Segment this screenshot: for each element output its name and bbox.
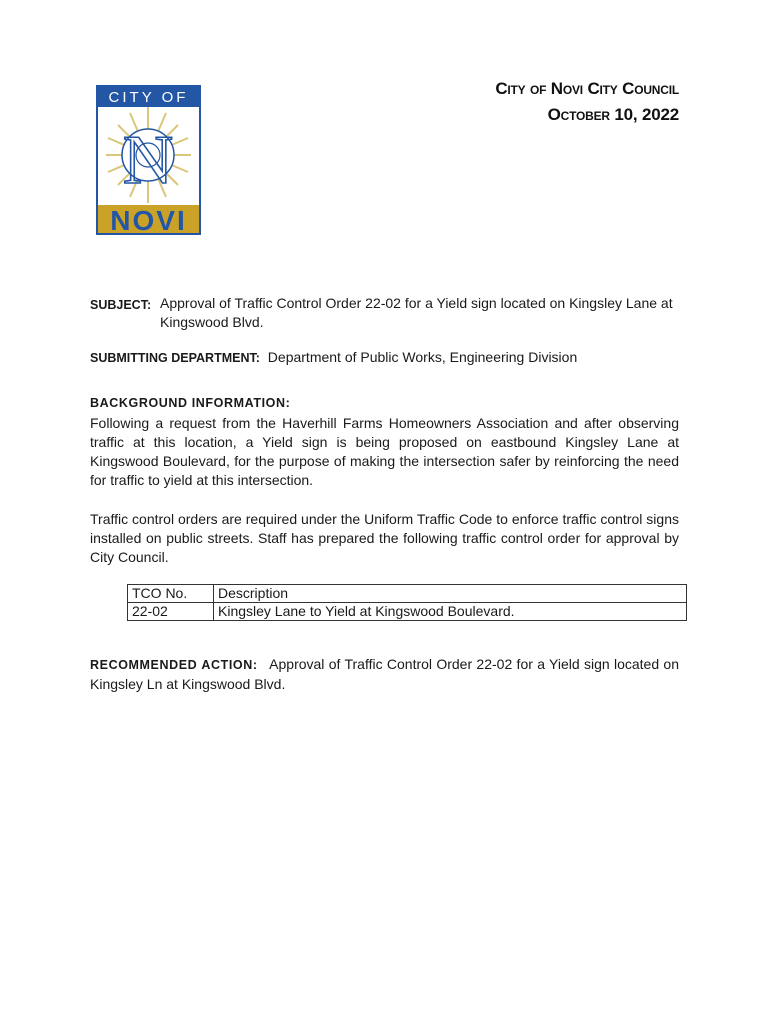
background-paragraph-2: Traffic control orders are required under the Uniform Traffic Code to enforce traffic control signs installed on public streets. Staff has prepared the following traffic control order for approval by City Council. bbox=[90, 511, 679, 565]
logo-monogram: N bbox=[122, 122, 174, 199]
background-paragraph-1: Following a request from the Haverhill Farms Homeowners Association and after observing traffic at this location, a Yield sign is being proposed on eastbound Kingsley Lane at Kingswood Boulevard, for the purpose of making the intersection safer by reinforcing the need for traffic to yield at this intersection. bbox=[90, 415, 679, 488]
recommended-action-label: RECOMMENDED ACTION: bbox=[90, 658, 258, 672]
recommended-action-section bbox=[90, 655, 679, 694]
subject-section bbox=[90, 294, 710, 332]
table-cell-tco-no: 22-02 bbox=[128, 603, 214, 621]
header-date: October 10, 2022 bbox=[547, 105, 679, 124]
logo-top-text: CITY OF bbox=[108, 89, 189, 106]
department-section bbox=[90, 348, 710, 368]
recommended-action-text: Approval of Traffic Control Order 22-02 for a Yield sign located on Kingsley Ln at Kingswood Blvd. bbox=[90, 656, 679, 692]
department-label: SUBMITTING DEPARTMENT: bbox=[90, 351, 260, 365]
table-cell-description: Kingsley Lane to Yield at Kingswood Boulevard. bbox=[214, 603, 687, 621]
document-header bbox=[495, 76, 679, 128]
background-heading: BACKGROUND INFORMATION: bbox=[90, 396, 291, 410]
subject-text: Approval of Traffic Control Order 22-02 for a Yield sign located on Kingsley Lane at Kingswood Blvd. bbox=[160, 295, 673, 330]
table-header-tco-no: TCO No. bbox=[128, 585, 214, 603]
department-text: Department of Public Works, Engineering Division bbox=[267, 349, 578, 365]
traffic-control-order-table bbox=[127, 584, 687, 621]
header-title: City of Novi City Council bbox=[495, 79, 679, 98]
subject-label: SUBJECT: bbox=[90, 298, 152, 312]
city-of-novi-logo bbox=[96, 85, 201, 235]
table-header-description: Description bbox=[214, 585, 687, 603]
table-row bbox=[128, 603, 687, 621]
logo-bottom-text: NOVI bbox=[110, 205, 187, 235]
table-header-row bbox=[128, 585, 687, 603]
